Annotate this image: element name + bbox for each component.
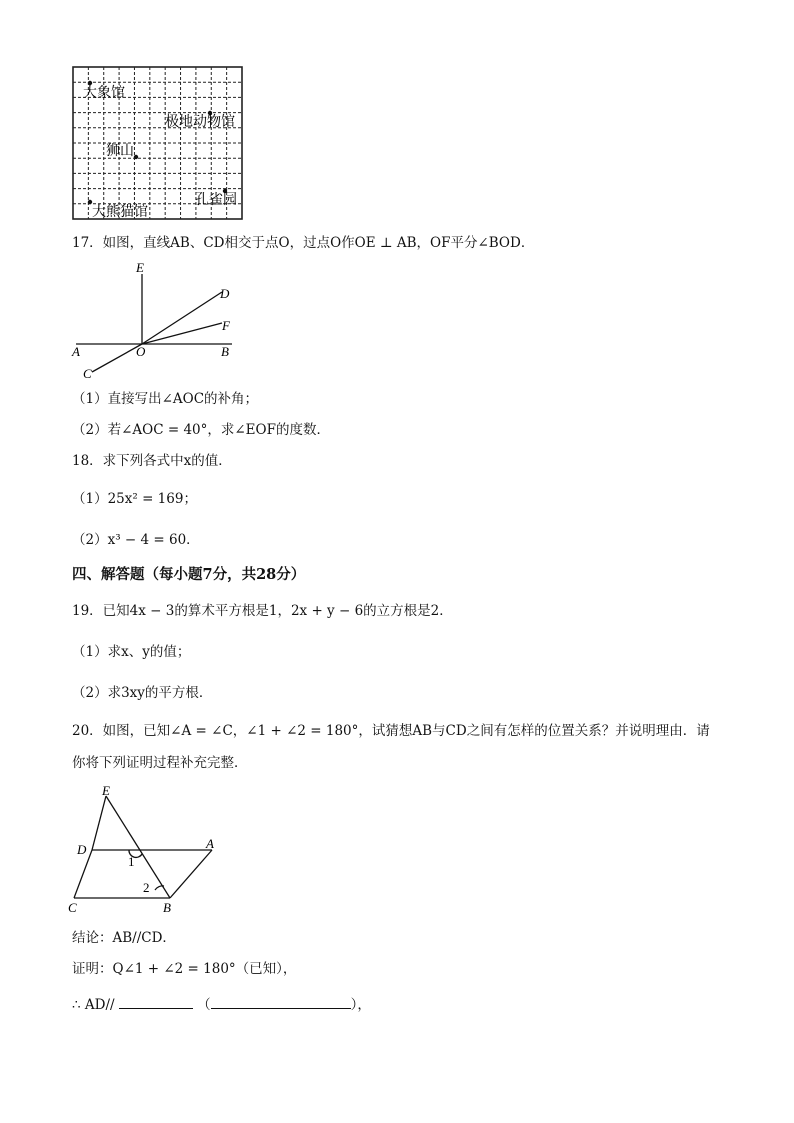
q20-proof-line1: 证明：Q∠1 + ∠2 = 180°（已知）， — [72, 961, 297, 977]
segment-cd — [74, 850, 92, 898]
answer-blank-reason[interactable] — [211, 994, 351, 1009]
map-label-polar: 极地动物馆 — [165, 115, 235, 130]
proof-prefix: ∴ AD// — [72, 997, 115, 1013]
zoo-map-figure — [70, 64, 248, 224]
label-a: A — [72, 344, 80, 359]
q19-stem: 19．已知4x − 3的算术平方根是1，2x + y − 6的立方根是2． — [72, 603, 453, 619]
segment-de — [92, 796, 106, 850]
q18-part1: （1）25x² = 169； — [72, 491, 197, 507]
q20-figure — [66, 784, 226, 918]
q20-conclusion: 结论：AB//CD． — [72, 930, 176, 946]
proof-close-paren: ）， — [350, 997, 371, 1013]
label-e: E — [102, 784, 110, 798]
map-point — [88, 200, 92, 204]
ray-od — [142, 292, 222, 344]
q18-part2: （2）x³ − 4 = 60． — [72, 532, 200, 548]
segment-eb — [106, 796, 170, 898]
label-c: C — [83, 366, 92, 381]
segment-ba — [170, 850, 212, 898]
label-f: F — [222, 318, 230, 333]
q19-part2: （2）求3xy的平方根． — [72, 685, 213, 701]
ray-of — [142, 323, 222, 344]
label-d: D — [77, 842, 87, 857]
label-o: O — [136, 344, 146, 359]
map-label-lion-hill: 狮山 — [106, 144, 134, 159]
label-angle-2: 2 — [143, 880, 150, 895]
q19-part1: （1）求x、y的值； — [72, 644, 191, 660]
label-d: D — [220, 286, 230, 301]
label-e: E — [136, 260, 144, 275]
label-angle-1: 1 — [128, 854, 135, 869]
map-label-peacock: 孔雀园 — [195, 193, 237, 208]
angle-2-arc — [155, 886, 164, 890]
q20-stem-line2: 你将下列证明过程补充完整． — [72, 755, 248, 771]
q20-proof-line2 — [72, 994, 371, 1014]
map-point — [134, 155, 138, 159]
q17-stem: 17．如图，直线AB、CD相交于点O，过点O作OE ⊥ AB，OF平分∠BOD． — [72, 235, 535, 251]
q17-part2: （2）若∠AOC = 40°，求∠EOF的度数． — [72, 422, 330, 438]
map-label-elephant: 大象馆 — [83, 86, 125, 101]
label-a: A — [206, 836, 214, 851]
label-c: C — [68, 900, 77, 915]
label-b: B — [221, 344, 229, 359]
q17-figure — [66, 258, 256, 384]
q17-part1: （1）直接写出∠AOC的补角； — [72, 391, 259, 407]
proof-open-paren: （ — [197, 997, 211, 1013]
answer-blank-parallel-line[interactable] — [119, 994, 193, 1009]
q20-stem-line1: 20．如图，已知∠A = ∠C，∠1 + ∠2 = 180°，试猜想AB与CD之间有怎样的位置关系？并说明理由．请 — [72, 723, 710, 739]
map-point — [88, 81, 92, 85]
ray-oc — [92, 344, 142, 372]
map-label-panda: 大熊猫馆 — [92, 205, 148, 220]
section-4-title: 四、解答题（每小题7分，共28分） — [72, 566, 306, 583]
label-b: B — [163, 900, 171, 915]
q18-stem: 18．求下列各式中x的值． — [72, 453, 232, 469]
